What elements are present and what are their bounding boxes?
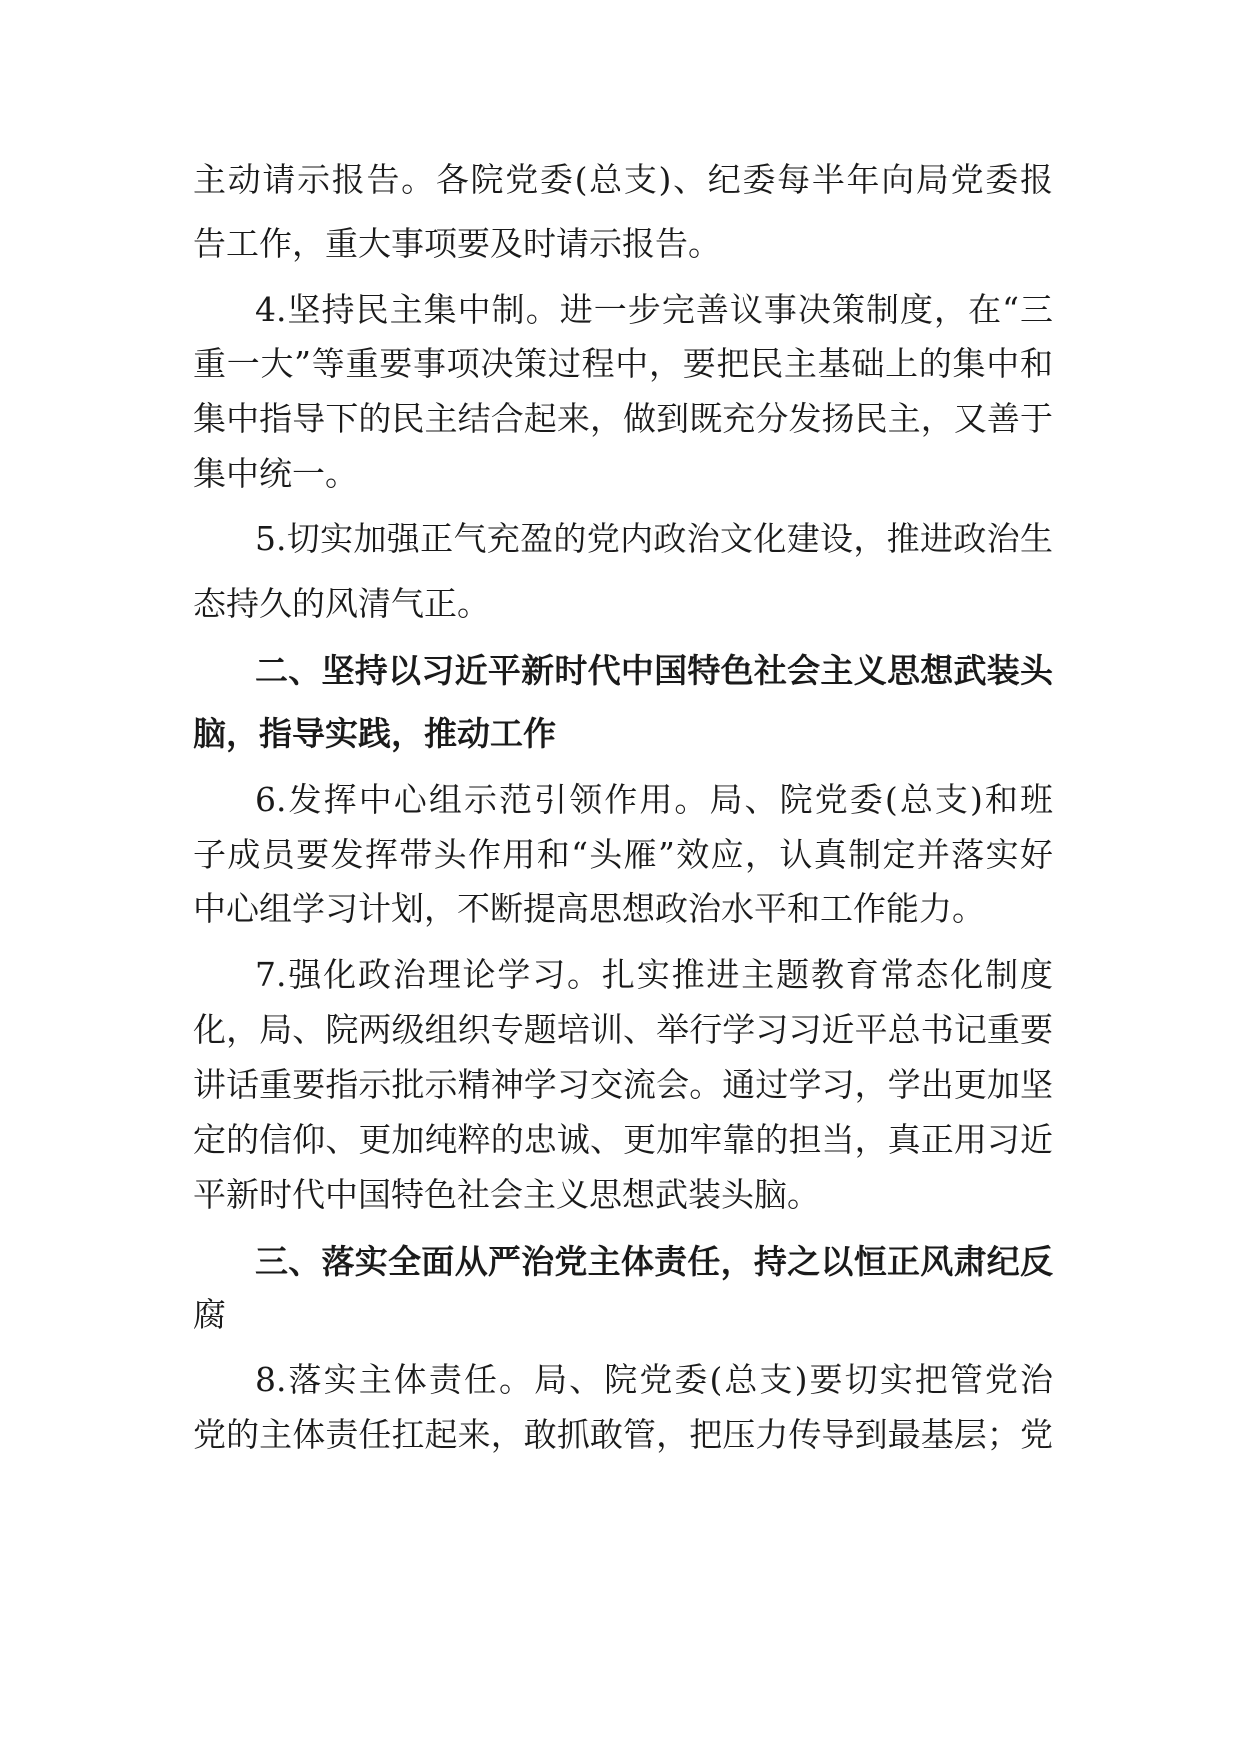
section-heading: 二、坚持以习近平新时代中国特色社会主义思想武装头 xyxy=(255,651,1053,690)
paragraph-line: 4.坚持民主集中制。进一步完善议事决策制度，在“三 xyxy=(255,290,1053,329)
paragraph-line: 8.落实主体责任。局、院党委(总支)要切实把管党治 xyxy=(255,1360,1053,1399)
paragraph-line: 7.强化政治理论学习。扎实推进主题教育常态化制度 xyxy=(255,955,1053,994)
paragraph-line: 态持久的风清气正。 xyxy=(193,584,490,623)
paragraph-line: 子成员要发挥带头作用和“头雁”效应，认真制定并落实好 xyxy=(193,835,1053,874)
paragraph-line: 5.切实加强正气充盈的党内政治文化建设，推进政治生 xyxy=(255,519,1053,558)
section-heading: 脑，指导实践，推动工作 xyxy=(193,714,556,753)
paragraph-line: 集中统一。 xyxy=(193,454,358,493)
paragraph-line: 重一大”等重要事项决策过程中，要把民主基础上的集中和 xyxy=(193,344,1053,383)
paragraph-line: 党的主体责任扛起来，敢抓敢管，把压力传导到最基层；党 xyxy=(193,1415,1053,1454)
paragraph-line: 定的信仰、更加纯粹的忠诚、更加牢靠的担当，真正用习近 xyxy=(193,1120,1053,1159)
paragraph-line: 化，局、院两级组织专题培训、举行学习习近平总书记重要 xyxy=(193,1010,1053,1049)
section-heading: 腐 xyxy=(193,1295,226,1334)
paragraph-line: 平新时代中国特色社会主义思想武装头脑。 xyxy=(193,1175,820,1214)
paragraph-line: 讲话重要指示批示精神学习交流会。通过学习，学出更加坚 xyxy=(193,1065,1053,1104)
paragraph-line: 中心组学习计划，不断提高思想政治水平和工作能力。 xyxy=(193,889,985,928)
section-heading: 三、落实全面从严治党主体责任，持之以恒正风肃纪反 xyxy=(255,1242,1053,1281)
paragraph-line: 集中指导下的民主结合起来，做到既充分发扬民主，又善于 xyxy=(193,399,1053,438)
paragraph-line: 6.发挥中心组示范引领作用。局、院党委(总支)和班 xyxy=(255,780,1053,819)
paragraph-line: 主动请示报告。各院党委(总支)、纪委每半年向局党委报 xyxy=(193,160,1053,199)
paragraph-line: 告工作，重大事项要及时请示报告。 xyxy=(193,224,721,263)
